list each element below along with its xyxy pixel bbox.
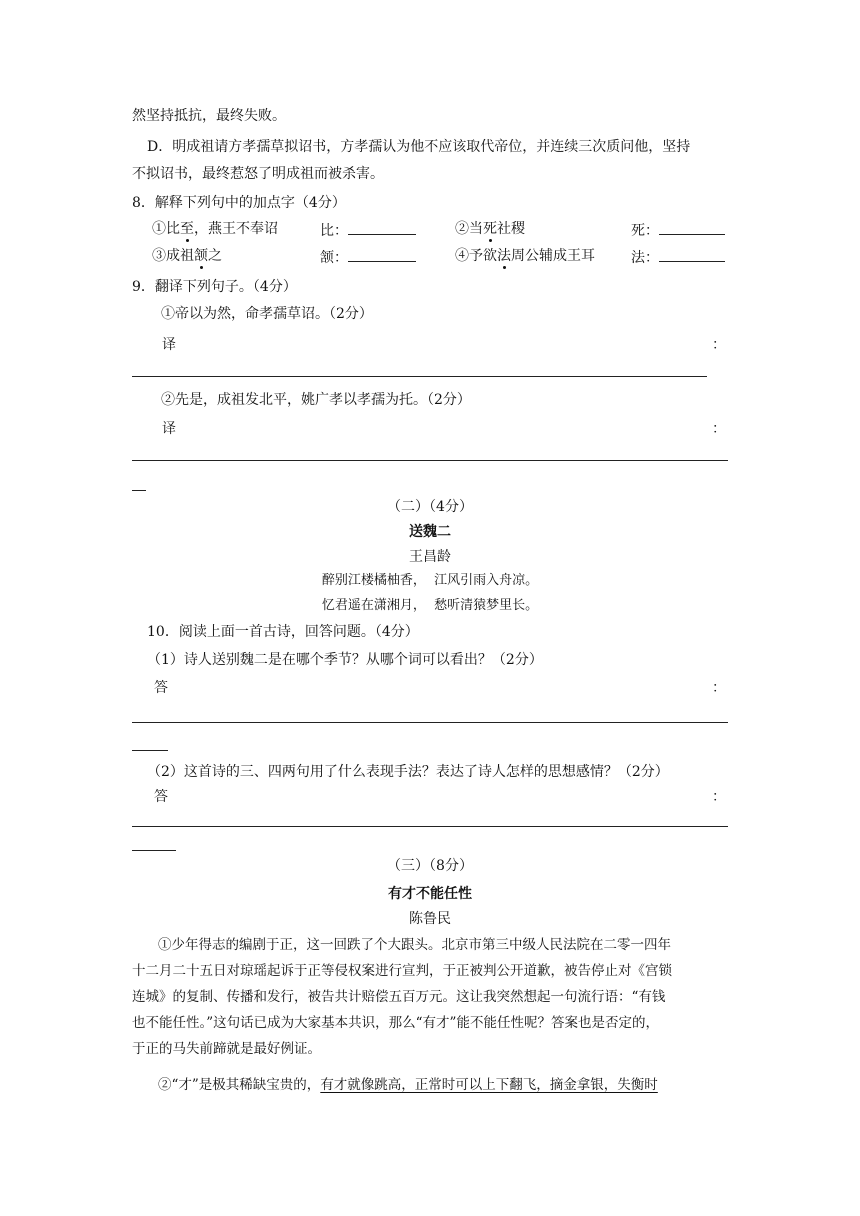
choice-c-tail: 然坚持抵抗，最终失败。: [132, 108, 286, 124]
q10-title: 10．阅读上面一首古诗，回答问题。（4分）: [147, 624, 419, 640]
item-text-post: 之: [208, 248, 222, 264]
para-2-line-1: [158, 1075, 658, 1095]
q9-colon-1: ：: [712, 337, 726, 353]
poem-line-1: 醉别江楼橘柚香， 江风引雨入舟凉。: [321, 573, 539, 588]
answer-line-tail[interactable]: [132, 490, 146, 491]
choice-d-line2: 不拟诏书，最终惹怒了明成祖而被杀害。: [132, 166, 384, 182]
item-text-pre: 成祖: [166, 248, 194, 264]
q9-title: 9．翻译下列句子。（4分）: [132, 279, 297, 295]
para-2-underlined-text: 有才就像跳高，正常时可以上下翻飞，摘金拿银，失衡时: [320, 1077, 658, 1093]
q9-sentence-1: ①帝以为然，命孝孺草诏。（2分）: [161, 306, 373, 322]
item-number: ③: [152, 248, 166, 264]
para-1-line-3: 连城》的复制、传播和发行，被告共计赔偿五百万元。这让我突然想起一句流行语：“有钱: [132, 989, 666, 1005]
q9-yi-1: 译: [162, 337, 176, 353]
item-number: ①: [152, 221, 166, 237]
q9-yi-2: 译: [162, 421, 176, 437]
choice-d-line1: D．明成祖请方孝孺草拟诏书，方孝孺认为他不应该取代帝位，并连续三次质问他，坚持: [147, 139, 691, 155]
item-text-pre: 比: [166, 221, 180, 237]
answer-line[interactable]: [132, 376, 707, 377]
q8-item-2: [455, 219, 525, 239]
q10-part-2: （2）这首诗的三、四两句用了什么表现手法？表达了诗人怎样的思想感情？（2分）: [147, 764, 669, 780]
answer-blank[interactable]: [659, 219, 725, 235]
answer-line[interactable]: [132, 722, 728, 723]
poem-author: 王昌龄: [409, 549, 451, 565]
poem-title: 送魏二: [409, 524, 451, 540]
answer-line[interactable]: [132, 826, 728, 827]
poem-line-2: 忆君遥在潇湘月， 愁听清猿梦里长。: [321, 598, 539, 613]
q8-answer-3: [320, 246, 416, 268]
para-1-line-4: 也不能任性。”这句话已成为大家基本共识，那么“有才”能不能任性呢？答案也是否定的，: [132, 1015, 659, 1031]
answer-blank[interactable]: [348, 246, 416, 262]
answer-blank[interactable]: [348, 219, 416, 235]
q8-title: 8．解释下列句中的加点字（4分）: [132, 195, 346, 211]
answer-line-tail[interactable]: [132, 850, 176, 851]
dotted-char: 法: [497, 248, 511, 264]
q8-item-3: [152, 246, 222, 266]
answer-label: 比：: [320, 223, 348, 239]
answer-blank[interactable]: [659, 246, 725, 262]
q8-item-4: [455, 246, 595, 266]
answer-label: 死：: [631, 223, 659, 239]
q10-da-2: 答: [154, 789, 168, 805]
q9-sentence-2: ②先是，成祖发北平，姚广孝以孝孺为托。（2分）: [161, 392, 471, 408]
section-3-heading: （三）（8分）: [387, 858, 473, 874]
item-text-pre: 予欲: [469, 248, 497, 264]
item-text-post: 周公辅成王耳: [511, 248, 595, 264]
para-2-text: ②“才”是极其稀缺宝贵的，: [158, 1077, 321, 1093]
dotted-char: 至: [180, 221, 194, 237]
q10-colon-2: ：: [712, 789, 726, 805]
answer-line[interactable]: [132, 460, 728, 461]
para-1-line-2: 十二月二十五日对琼瑶起诉于正等侵权案进行宣判，于正被判公开道歉，被告停止对《宫锁: [132, 963, 672, 979]
para-1-line-5: 于正的马失前蹄就是最好例证。: [132, 1041, 321, 1057]
answer-label: 颔：: [320, 250, 348, 266]
item-text-post: ，燕王不奉诏: [194, 221, 278, 237]
dotted-char: 死: [483, 221, 497, 237]
q8-answer-4: [631, 246, 725, 268]
para-1-line-1: ①少年得志的编剧于正，这一回跌了个大跟头。北京市第三中级人民法院在二零一四年: [158, 937, 671, 953]
answer-label: 法：: [631, 250, 659, 266]
q8-item-1: [152, 219, 278, 239]
item-number: ④: [455, 248, 469, 264]
answer-line-tail[interactable]: [132, 750, 168, 751]
q10-da-1: 答: [154, 680, 168, 696]
q8-answer-2: [631, 219, 725, 241]
item-number: ②: [455, 221, 469, 237]
item-text-post: 社稷: [497, 221, 525, 237]
section-2-heading: （二）（4分）: [387, 499, 473, 515]
q9-colon-2: ：: [712, 421, 726, 437]
q10-colon-1: ：: [712, 680, 726, 696]
item-text-pre: 当: [469, 221, 483, 237]
q10-part-1: （1）诗人送别魏二是在哪个季节？从哪个词可以看出？（2分）: [147, 652, 543, 668]
q8-answer-1: [320, 219, 416, 241]
dotted-char: 颔: [194, 248, 208, 264]
article-title: 有才不能任性: [388, 886, 472, 902]
article-author: 陈鲁民: [409, 911, 451, 927]
